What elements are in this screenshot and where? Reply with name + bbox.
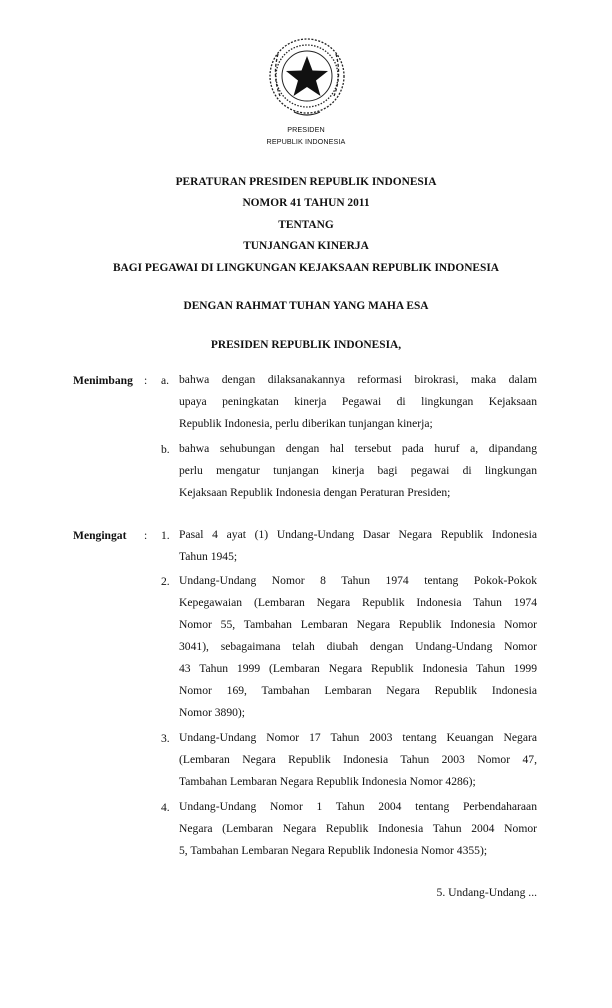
emblem-label-republik: REPUBLIK INDONESIA (266, 137, 346, 146)
text-line: Pasal 4 ayat (1) Undang-Undang Dasar Negara Republik Indonesia (179, 528, 537, 541)
text-line: Republik Indonesia, perlu diberikan tunjangan kinerja; (179, 417, 433, 430)
text-line: Nomor 169, Tambahan Lembaran Negara Republik Indonesia (179, 684, 537, 697)
text-line: Negara (Lembaran Negara Republik Indonesia Tahun 2004 Nomor (179, 822, 537, 835)
text-line: Tambahan Lembaran Negara Republik Indonesia Nomor 4286); (179, 775, 476, 788)
text-line: upaya peningkatan kinerja Pegawai di lingkungan Kejaksaan (179, 395, 537, 408)
text-line: Undang-Undang Nomor 17 Tahun 2003 tentang Keuangan Negara (179, 731, 537, 744)
item-marker: 1. (161, 529, 170, 542)
item-marker: 3. (161, 732, 170, 745)
menimbang-item-a (179, 369, 537, 435)
menimbang-item-b (179, 438, 537, 504)
invocation: DENGAN RAHMAT TUHAN YANG MAHA ESA (183, 300, 429, 312)
text-line: Nomor 55, Tambahan Lembaran Negara Republik Indonesia Nomor (179, 618, 537, 631)
page-continuation: 5. Undang-Undang ... (436, 886, 537, 899)
mengingat-item-2 (179, 570, 537, 724)
text-line: 5, Tambahan Lembaran Negara Republik Indonesia Nomor 4355); (179, 844, 488, 857)
title-line-2: NOMOR 41 TAHUN 2011 (242, 197, 370, 209)
text-line: Undang-Undang Nomor 8 Tahun 1974 tentang Pokok-Pokok (179, 574, 537, 587)
menimbang-colon: : (144, 374, 148, 387)
text-line: Kejaksaan Republik Indonesia dengan Peraturan Presiden; (179, 486, 451, 499)
mengingat-item-1 (179, 524, 537, 568)
text-line: Tahun 1945; (179, 550, 238, 563)
text-line: Nomor 3890); (179, 706, 246, 719)
title-line-4: TUNJANGAN KINERJA (243, 240, 369, 252)
text-line: 3041), sebagaimana telah diubah dengan Undang-Undang Nomor (179, 640, 537, 653)
text-line: perlu mengatur tunjangan kinerja bagi pegawai di lingkungan (179, 464, 537, 477)
mengingat-item-4 (179, 796, 537, 862)
title-line-3: TENTANG (278, 219, 334, 231)
menimbang-label: Menimbang (73, 374, 133, 387)
item-marker: a. (161, 374, 170, 387)
emblem-label-presiden: PRESIDEN (287, 125, 325, 134)
item-marker: b. (161, 443, 170, 456)
mengingat-item-3 (179, 727, 537, 793)
garuda-star-emblem (266, 34, 348, 120)
title-line-5: BAGI PEGAWAI DI LINGKUNGAN KEJAKSAAN REPUBLIK INDONESIA (112, 262, 500, 274)
text-line: bahwa sehubungan dengan hal tersebut pada huruf a, dipandang (179, 442, 537, 455)
text-line: bahwa dengan dilaksanakannya reformasi birokrasi, maka dalam (179, 373, 537, 386)
president-heading: PRESIDEN REPUBLIK INDONESIA, (210, 339, 402, 351)
text-line: (Lembaran Negara Republik Indonesia Tahun 2003 Nomor 47, (179, 753, 537, 766)
text-line: Kepegawaian (Lembaran Negara Republik Indonesia Tahun 1974 (179, 596, 537, 609)
item-marker: 4. (161, 801, 170, 814)
mengingat-label: Mengingat (73, 529, 127, 542)
mengingat-colon: : (144, 529, 148, 542)
title-line-1: PERATURAN PRESIDEN REPUBLIK INDONESIA (175, 176, 437, 188)
item-marker: 2. (161, 575, 170, 588)
text-line: Undang-Undang Nomor 1 Tahun 2004 tentang Perbendaharaan (179, 800, 537, 813)
text-line: 43 Tahun 1999 (Lembaran Negara Republik Indonesia Tahun 1999 (179, 662, 537, 675)
